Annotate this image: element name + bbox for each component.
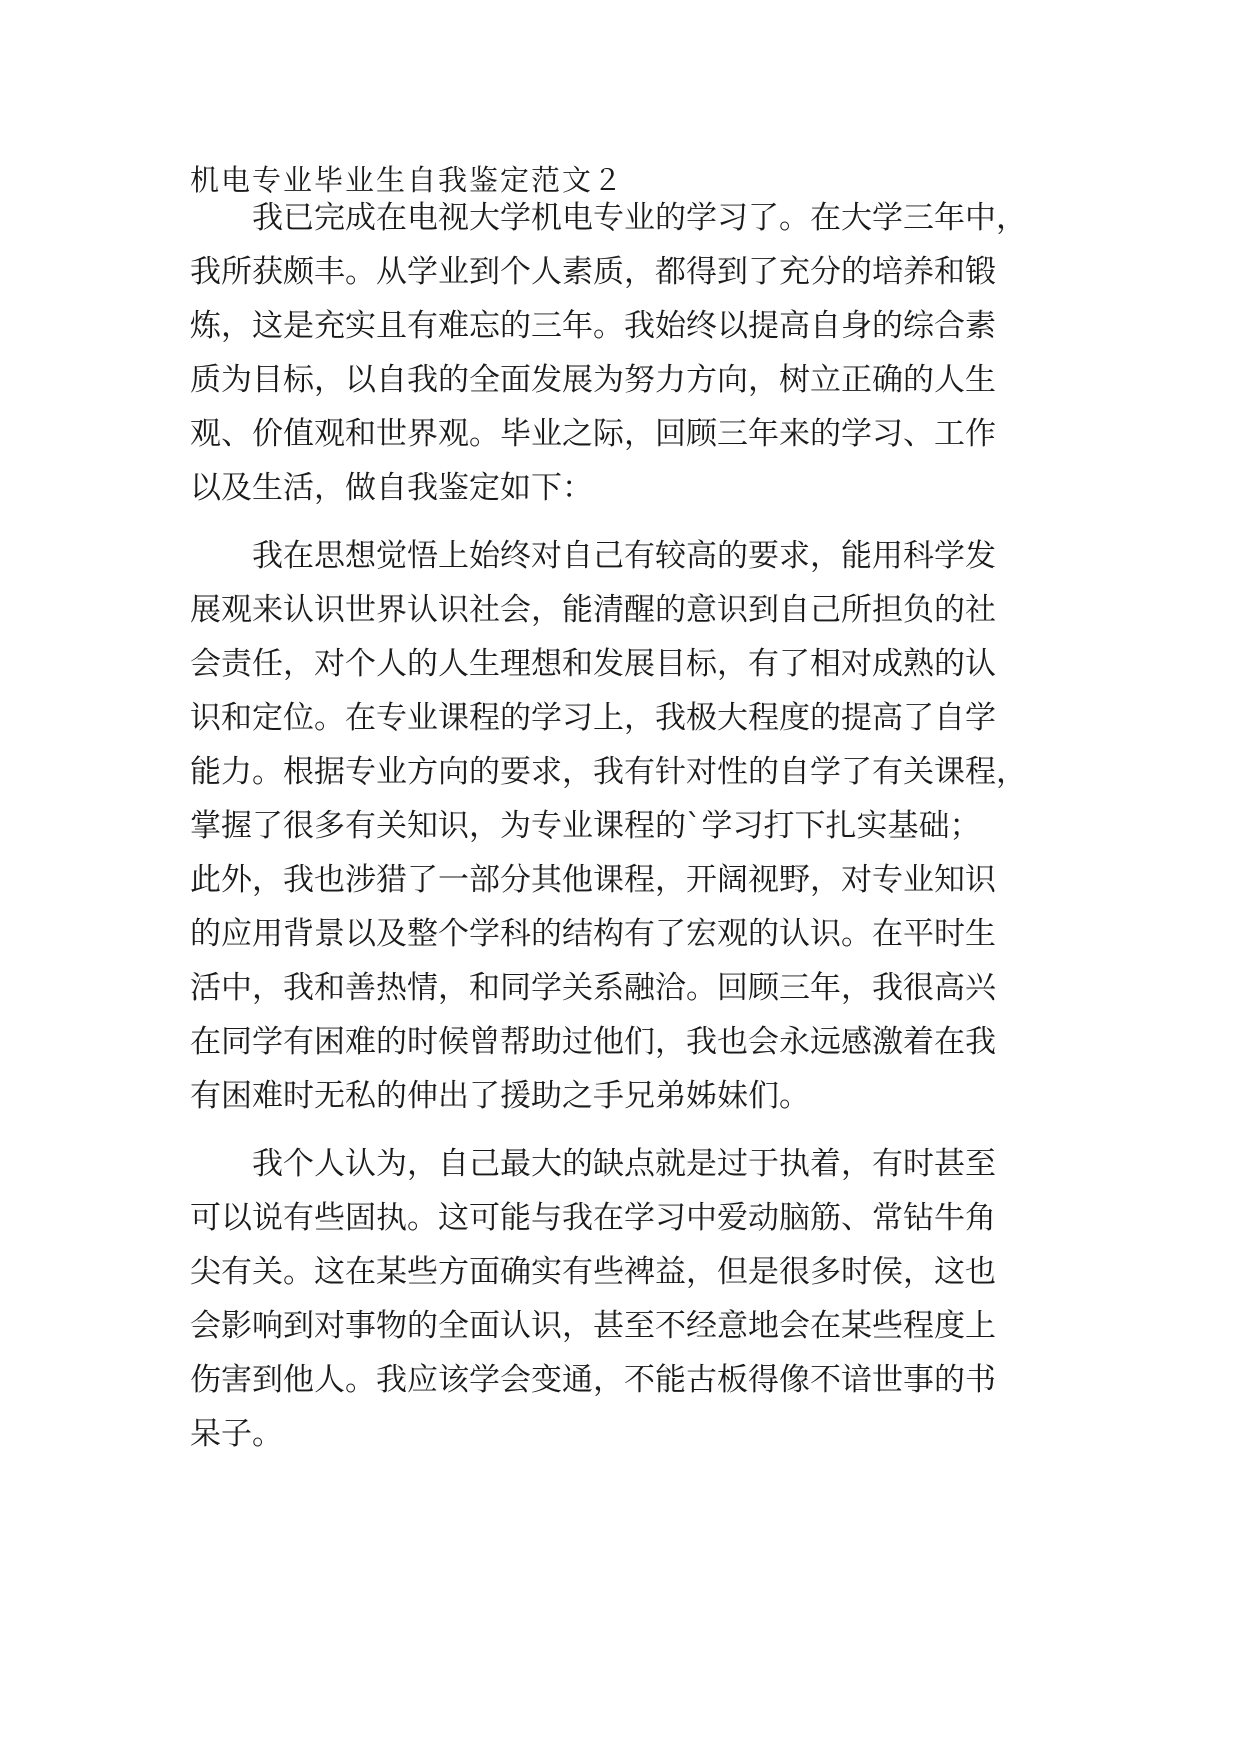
paragraph-2-line-2: 展观来认识世界认识社会，能清醒的意识到自己所担负的社 [190,592,996,628]
paragraph-2-line-4: 识和定位。在专业课程的学习上，我极大程度的提高了自学 [190,700,996,736]
paragraph-2-line-3: 会责任，对个人的人生理想和发展目标，有了相对成熟的认 [190,646,996,682]
paragraph-2-line-11: 有困难时无私的伸出了援助之手兄弟姊妹们。 [190,1078,810,1114]
paragraph-1-line-3: 炼，这是充实且有难忘的三年。我始终以提高自身的综合素 [190,308,996,344]
paragraph-2-line-1: 我在思想觉悟上始终对自己有较高的要求，能用科学发 [252,538,996,574]
paragraph-1-line-5: 观、价值观和世界观。毕业之际，回顾三年来的学习、工作 [190,416,996,452]
paragraph-2-line-9: 活中，我和善热情，和同学关系融洽。回顾三年，我很高兴 [190,970,996,1006]
paragraph-2-line-6: 掌握了很多有关知识，为专业课程的`学习打下扎实基础； [190,808,981,844]
paragraph-3-line-6: 呆子。 [190,1416,283,1452]
paragraph-1-line-1: 我已完成在电视大学机电专业的学习了。在大学三年中， [252,200,1027,236]
paragraph-3-line-1: 我个人认为，自己最大的缺点就是过于执着，有时甚至 [252,1146,996,1182]
paragraph-1-line-6: 以及生活，做自我鉴定如下： [190,470,593,506]
paragraph-3-line-3: 尖有关。这在某些方面确实有些裨益，但是很多时侯，这也 [190,1254,996,1290]
paragraph-2-line-7: 此外，我也涉猎了一部分其他课程，开阔视野，对专业知识 [190,862,996,898]
paragraph-3-line-4: 会影响到对事物的全面认识，甚至不经意地会在某些程度上 [190,1308,996,1344]
paragraph-2-line-10: 在同学有困难的时候曾帮助过他们，我也会永远感激着在我 [190,1024,996,1060]
document-title: 机电专业毕业生自我鉴定范文２ [190,163,625,197]
paragraph-2-line-8: 的应用背景以及整个学科的结构有了宏观的认识。在平时生 [190,916,996,952]
paragraph-1-line-2: 我所获颇丰。从学业到个人素质，都得到了充分的培养和锻 [190,254,996,290]
paragraph-2-line-5: 能力。根据专业方向的要求，我有针对性的自学了有关课程， [190,754,1027,790]
paragraph-3-line-5: 伤害到他人。我应该学会变通，不能古板得像不谙世事的书 [190,1362,996,1398]
paragraph-1-line-4: 质为目标，以自我的全面发展为努力方向，树立正确的人生 [190,362,996,398]
paragraph-3-line-2: 可以说有些固执。这可能与我在学习中爱动脑筋、常钻牛角 [190,1200,996,1236]
